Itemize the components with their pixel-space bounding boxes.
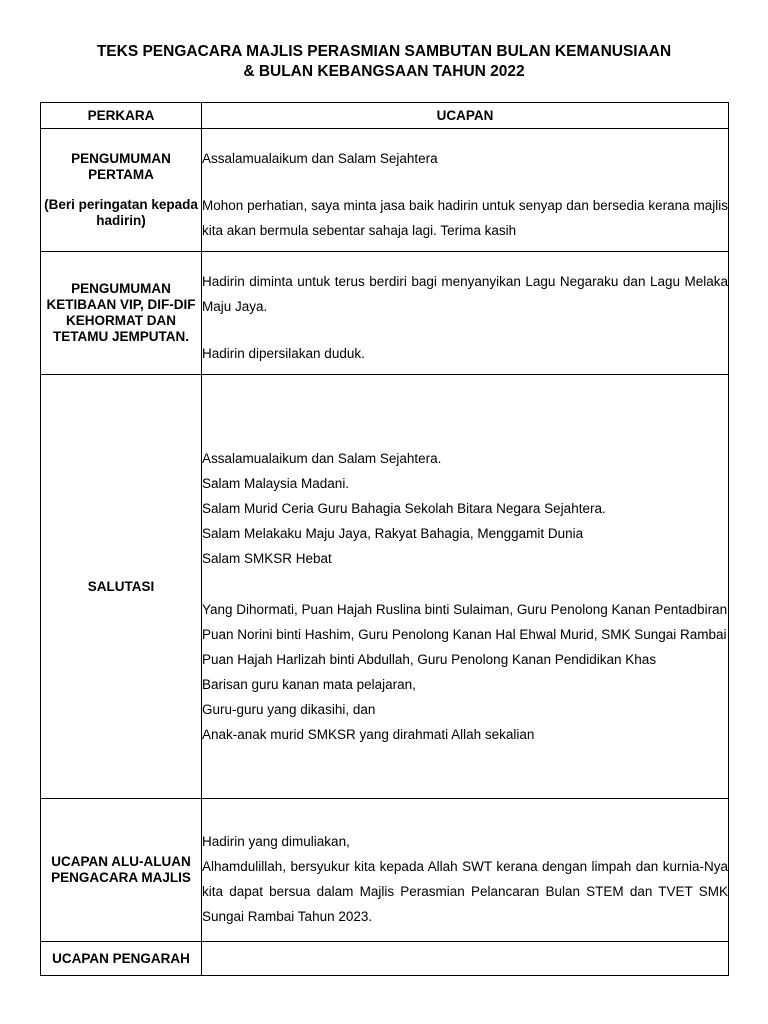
ucapan-cell [202, 375, 729, 799]
ucapan-cell [202, 252, 729, 375]
ucapan-line: Puan Norini binti Hashim, Guru Penolong Kanan Hal Ehwal Murid, SMK Sungai Rambai [202, 627, 727, 642]
ucapan-line: Barisan guru kanan mata pelajaran, [202, 677, 416, 692]
ucapan-line: Alhamdulillah, bersyukur kita kepada Allah SWT kerana dengan limpah dan kurnia-Nya kita dapat bersua dalam Majlis Perasmian Pelancaran Bulan STEM dan TVET SMK Sungai Rambai Tahun 2023. [202, 858, 728, 924]
script-table [40, 102, 729, 976]
table-header-row [41, 103, 729, 129]
perkara-cell [41, 129, 202, 252]
ucapan-line: Hadirin dipersilakan duduk. [202, 345, 365, 361]
document-title [0, 42, 768, 82]
ucapan-line: Salam SMKSR Hebat [202, 551, 332, 566]
header-perkara: PERKARA [41, 103, 202, 129]
ucapan-cell [202, 942, 729, 976]
table-row [41, 129, 729, 252]
perkara-label: PENGUMUMAN PERTAMA [71, 151, 171, 182]
ucapan-line: Hadirin diminta untuk terus berdiri bagi menyanyikan Lagu Negaraku dan Lagu Melaka Maju Jaya. [202, 273, 728, 314]
ucapan-line: Salam Malaysia Madani. [202, 476, 350, 491]
ucapan-line: Puan Hajah Harlizah binti Abdullah, Guru Penolong Kanan Pendidikan Khas [202, 652, 657, 667]
perkara-label: UCAPAN ALU-ALUAN PENGACARA MAJLIS [51, 854, 191, 885]
ucapan-line: Salam Melakaku Maju Jaya, Rakyat Bahagia, Menggamit Dunia [202, 526, 584, 541]
perkara-cell [41, 799, 202, 942]
perkara-note: (Beri peringatan kepada hadirin) [44, 197, 198, 228]
ucapan-line: Assalamualaikum dan Salam Sejahtera [202, 150, 438, 166]
table-row [41, 799, 729, 942]
ucapan-line: Guru-guru yang dikasihi, dan [202, 702, 376, 717]
table-row [41, 942, 729, 976]
ucapan-cell [202, 129, 729, 252]
table-row [41, 375, 729, 799]
ucapan-cell [202, 799, 729, 942]
ucapan-line: Salam Murid Ceria Guru Bahagia Sekolah Bitara Negara Sejahtera. [202, 501, 606, 516]
ucapan-line: Anak-anak murid SMKSR yang dirahmati Allah sekalian [202, 727, 535, 742]
perkara-cell [41, 375, 202, 799]
table-row [41, 252, 729, 375]
ucapan-line: Assalamualaikum dan Salam Sejahtera. [202, 451, 442, 466]
header-ucapan: UCAPAN [202, 103, 729, 129]
ucapan-line: Mohon perhatian, saya minta jasa baik hadirin untuk senyap dan bersedia kerana majlis kita akan bermula sebentar sahaja lagi. Terima kasih [202, 197, 728, 238]
perkara-label: PENGUMUMAN KETIBAAN VIP, DIF-DIF KEHORMAT DAN TETAMU JEMPUTAN. [46, 281, 196, 344]
ucapan-line: Yang Dihormati, Puan Hajah Ruslina binti Sulaiman, Guru Penolong Kanan Pentadbiran [202, 602, 728, 617]
perkara-cell [41, 942, 202, 976]
perkara-cell [41, 252, 202, 375]
title-line-2: & BULAN KEBANGSAAN TAHUN 2022 [243, 63, 525, 80]
title-line-1: TEKS PENGACARA MAJLIS PERASMIAN SAMBUTAN BULAN KEMANUSIAAN [96, 43, 672, 60]
perkara-label: UCAPAN PENGARAH [52, 950, 190, 966]
ucapan-line: Hadirin yang dimuliakan, [202, 833, 350, 849]
perkara-label: SALUTASI [87, 578, 155, 594]
